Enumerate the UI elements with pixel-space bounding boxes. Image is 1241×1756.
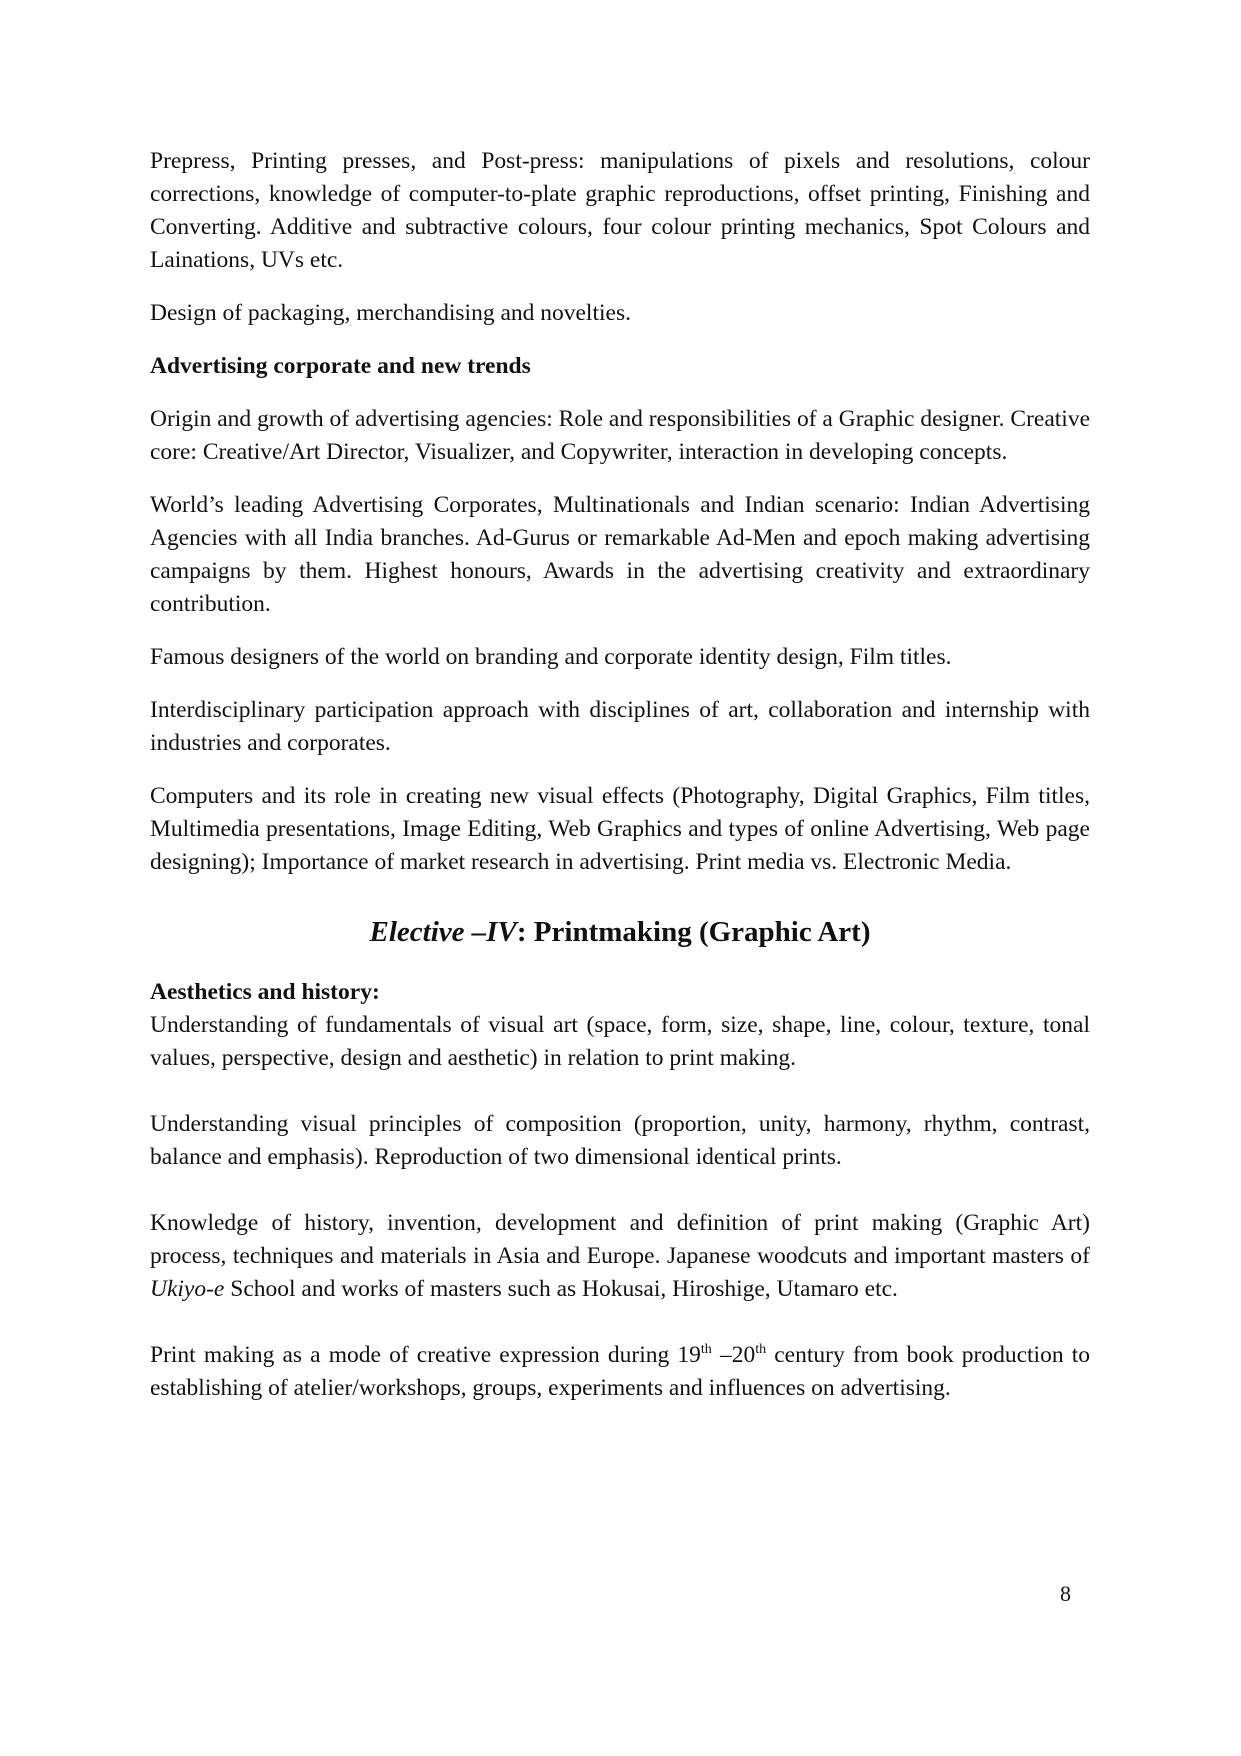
elective-title-italic: Elective –IV	[369, 916, 517, 948]
expression-text-end: century from book production to establishing of atelier/workshops, groups, experiments and influences on advertising.	[150, 1342, 1091, 1401]
expression-text-start: Print making as a mode of creative expression during 19	[150, 1342, 701, 1368]
history-text-end: School and works of masters such as Hokusai, Hiroshige, Utamaro etc.	[224, 1276, 898, 1302]
superscript-th-1: th	[700, 1342, 712, 1358]
composition-paragraph: Understanding visual principles of composition (proportion, unity, harmony, rhythm, contrast, balance and emphasis). Reproduction of two dimensional identical prints.	[150, 1111, 1090, 1170]
elective-title-rest: : Printmaking (Graphic Art)	[516, 916, 871, 948]
interdisciplinary-paragraph: Interdisciplinary participation approach with disciplines of art, collaboration and internship with industries and corporates.	[150, 697, 1090, 756]
ukiyo-e-term: Ukiyo-e	[150, 1276, 225, 1302]
agencies-paragraph: Origin and growth of advertising agencies: Role and responsibilities of a Graphic designer. Creative core: Creative/Art Director, Visualizer, and Copywriter, interaction in developing concepts.	[150, 406, 1090, 465]
printmaking-expression-paragraph	[150, 1339, 1090, 1405]
history-paragraph	[150, 1207, 1090, 1306]
superscript-th-2: th	[755, 1342, 767, 1358]
document-page	[150, 145, 1090, 1405]
elective-title	[150, 879, 1090, 976]
designers-paragraph: Famous designers of the world on branding and corporate identity design, Film titles.	[150, 644, 952, 670]
advertising-heading: Advertising corporate and new trends	[150, 353, 531, 379]
computers-paragraph: Computers and its role in creating new visual effects (Photography, Digital Graphics, Film titles, Multimedia presentations, Image Editing, Web Graphics and types of online Advertising, Web page designing); Importance of market research in advertising. Print media vs. Electronic Media.	[150, 783, 1090, 875]
fundamentals-paragraph: Understanding of fundamentals of visual art (space, form, size, shape, line, colour, texture, tonal values, perspective, design and aesthetic) in relation to print making.	[150, 1012, 1090, 1071]
history-text-start: Knowledge of history, invention, development and definition of print making (Graphic Art) process, techniques and materials in Asia and Europe. Japanese woodcuts and important masters of	[150, 1210, 1090, 1269]
aesthetics-heading: Aesthetics and history:	[150, 979, 380, 1005]
page-number: 8	[1060, 1581, 1071, 1606]
packaging-paragraph: Design of packaging, merchandising and novelties.	[150, 300, 631, 326]
prepress-paragraph: Prepress, Printing presses, and Post-press: manipulations of pixels and resolutions, colour corrections, knowledge of computer-to-plate graphic reproductions, offset printing, Finishing and Converting. Additive and subtractive colours, four colour printing mechanics, Spot Colours and Lainations, UVs etc.	[150, 148, 1090, 273]
corporates-paragraph: World’s leading Advertising Corporates, Multinationals and Indian scenario: Indian Advertising Agencies with all India branches. Ad-Gurus or remarkable Ad-Men and epoch making advertising campaigns by them. Highest honours, Awards in the advertising creativity and extraordinary contribution.	[150, 492, 1090, 617]
expression-text-mid: –20	[711, 1342, 756, 1368]
